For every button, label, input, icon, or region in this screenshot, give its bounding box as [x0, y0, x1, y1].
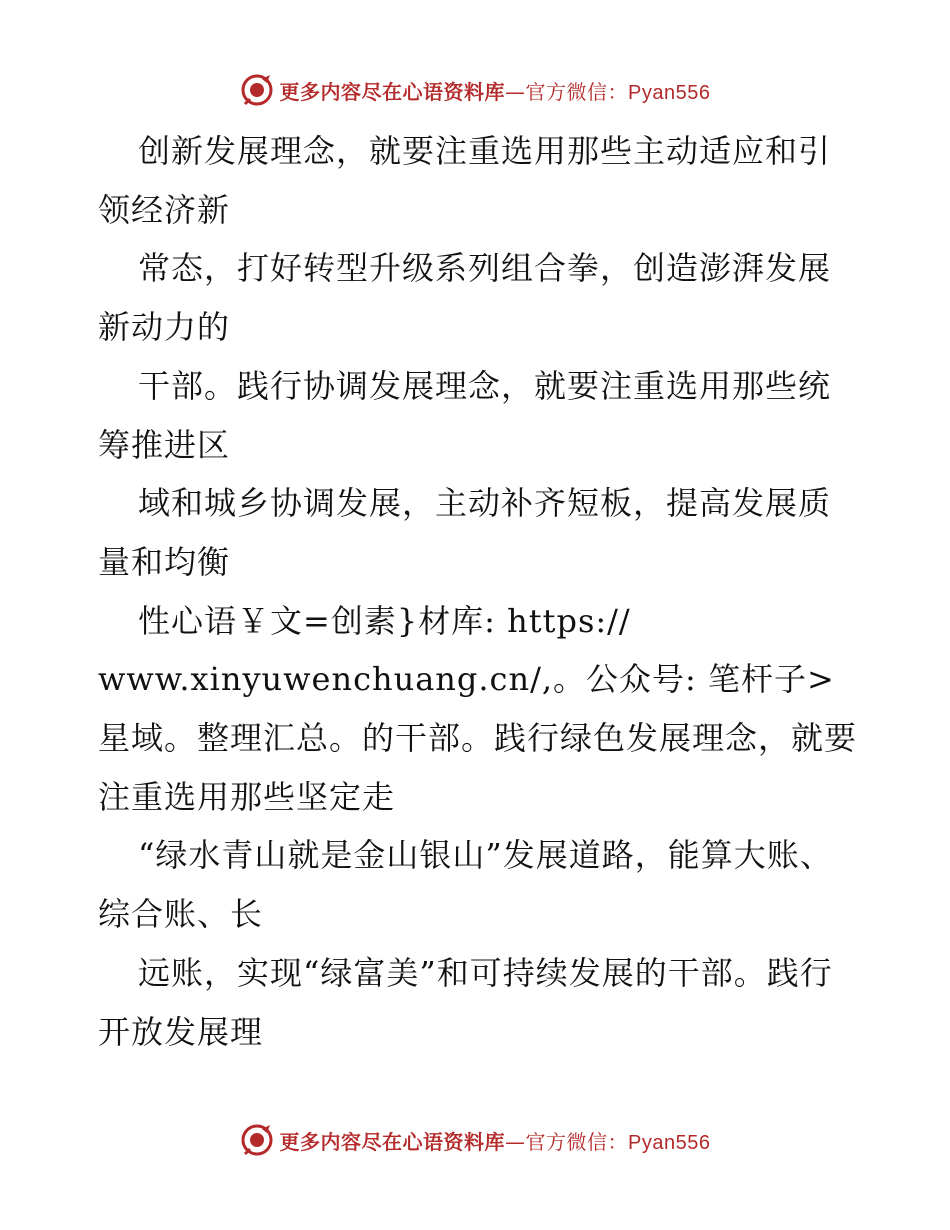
- footer-separator: —: [505, 1129, 526, 1154]
- header-banner-text: [280, 76, 711, 105]
- document-body: [98, 122, 858, 1061]
- header-site-name: 更多内容尽在心语资料库: [279, 79, 506, 104]
- header-wechat-id: Pyan556: [628, 81, 711, 104]
- pen-circle-logo-icon: [240, 1123, 274, 1157]
- pen-circle-logo-icon: [240, 73, 274, 107]
- footer-wechat-id: Pyan556: [628, 1131, 711, 1154]
- footer-banner: [0, 1120, 950, 1160]
- paragraph-7: “绿水青山就是金山银山”发展道路，能算大账、综合账、长: [98, 836, 833, 934]
- footer-site-name: 更多内容尽在心语资料库: [279, 1129, 506, 1154]
- footer-banner-text: [280, 1126, 711, 1155]
- header-separator: —: [505, 79, 526, 104]
- paragraph-1: 创新发展理念，就要注重选用那些主动适应和引领经济新: [98, 132, 832, 229]
- paragraph-8: 远账，实现“绿富美”和可持续发展的干部。践行开放发展理: [98, 953, 833, 1051]
- paragraph-6: www.xinyuwenchuang.cn/,。公众号: 笔杆子>星域。整理汇总。的干部。践行绿色发展理念，就要注重选用那些坚定走: [98, 660, 858, 816]
- paragraph-5: 性心语￥文=创素}材库: https://: [138, 601, 631, 640]
- header-banner: [0, 70, 950, 110]
- header-wechat-label: 官方微信：: [525, 79, 629, 104]
- paragraph-3: 干部。践行协调发展理念，就要注重选用那些统筹推进区: [98, 366, 832, 464]
- footer-wechat-label: 官方微信：: [525, 1129, 629, 1154]
- paragraph-2: 常态，打好转型升级系列组合拳，创造澎湃发展新动力的: [98, 249, 832, 347]
- paragraph-4: 域和城乡协调发展，主动补齐短板，提高发展质量和均衡: [98, 484, 832, 581]
